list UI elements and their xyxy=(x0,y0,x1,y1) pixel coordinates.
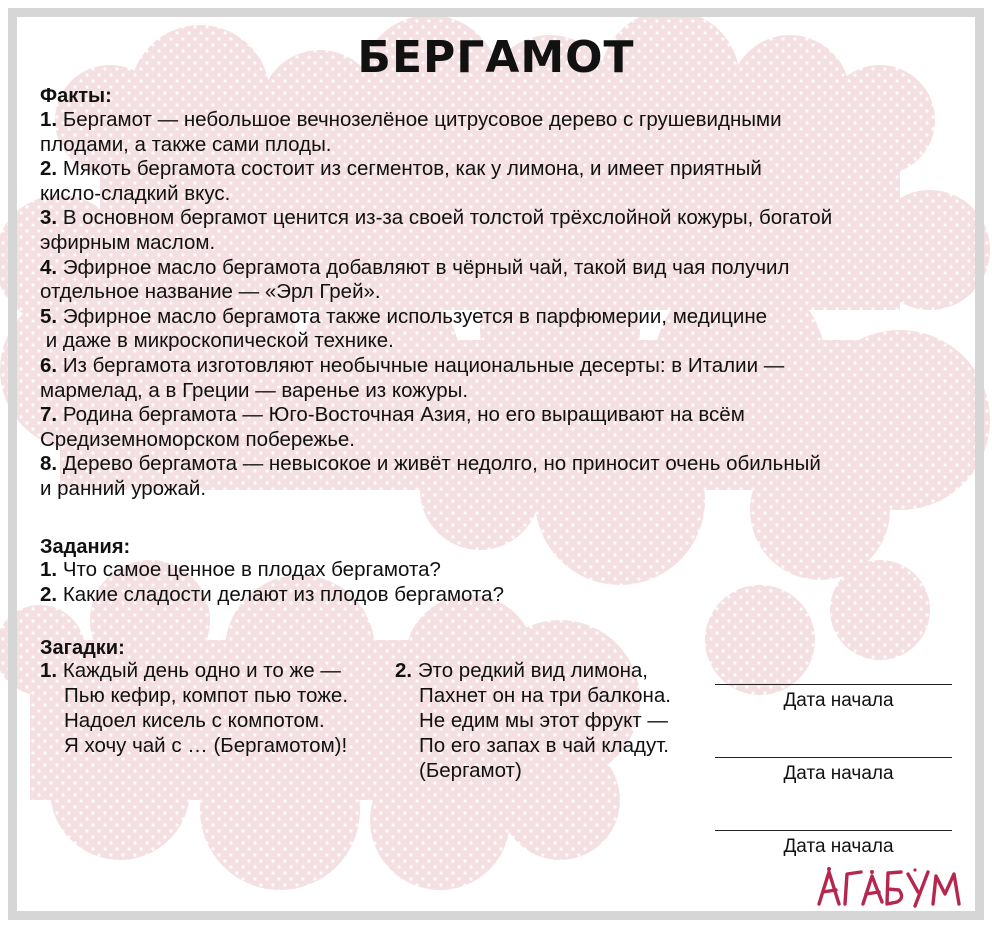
agabum-logo xyxy=(815,864,965,910)
riddle-2 xyxy=(395,658,671,783)
fact-item: 1. Бергамот — небольшое вечнозелёное цитрусовое дерево с грушевидными плодами, а также сами плоды. xyxy=(40,108,782,156)
date-underline xyxy=(715,684,952,685)
start-date-field-2[interactable] xyxy=(715,757,952,785)
start-date-field-1[interactable] xyxy=(715,684,952,712)
riddle-line: Я хочу чай с … (Бергамотом)! xyxy=(64,734,348,757)
riddle-line: Не едим мы этот фрукт — xyxy=(419,709,668,732)
facts-heading: Факты: xyxy=(40,85,112,107)
riddle-answer: (Бергамот) xyxy=(419,759,522,782)
riddle-number: 1. xyxy=(40,659,58,682)
date-label: Дата начала xyxy=(783,763,894,784)
riddle-line: Это редкий вид лимона, xyxy=(417,659,649,682)
tasks-list xyxy=(40,558,940,607)
fact-item: 6. Из бергамота изготовляют необычные национальные десерты: в Италии — мармелад, а в Греции — варенье из кожуры. xyxy=(40,353,785,402)
fact-item: 2. Мякоть бергамота состоит из сегментов, как у лимона, и имеет приятный кисло-сладкий вкус. xyxy=(40,157,762,205)
riddle-line: По его запах в чай кладут. xyxy=(419,734,670,757)
start-date-field-3[interactable] xyxy=(715,830,952,858)
riddles-heading: Загадки: xyxy=(40,637,125,659)
date-underline xyxy=(715,757,952,758)
fact-item: 7. Родина бергамота — Юго-Восточная Азия, но его выращивают на всём Средиземноморском побережье. xyxy=(40,403,745,451)
riddle-number: 2. xyxy=(395,659,413,682)
riddle-line: Каждый день одно и то же — xyxy=(62,659,341,682)
fact-item: 3. В основном бергамот ценится из-за своей толстой трёхслойной кожуры, богатой эфирным маслом. xyxy=(40,206,833,254)
fact-item: 5. Эфирное масло бергамота также используется в парфюмерии, медицине и даже в микроскопической технике. xyxy=(40,304,768,353)
fact-item: 8. Дерево бергамота — невысокое и живёт недолго, но приносит очень обильный и ранний урожай. xyxy=(40,452,821,500)
date-label: Дата начала xyxy=(783,836,894,857)
riddle-1 xyxy=(40,658,348,758)
riddle-line: Надоел кисель с компотом. xyxy=(64,709,325,732)
riddle-line: Пью кефир, компот пью тоже. xyxy=(64,684,349,707)
date-label: Дата начала xyxy=(783,690,894,711)
riddle-line: Пахнет он на три балкона. xyxy=(419,684,671,707)
date-underline xyxy=(715,830,952,831)
task-item: 1. Что самое ценное в плодах бергамота? xyxy=(40,558,441,581)
tasks-heading: Задания: xyxy=(40,536,131,558)
fact-item: 4. Эфирное масло бергамота добавляют в чёрный чай, такой вид чая получил отдельное название — «Эрл Грей». xyxy=(40,255,790,304)
task-item: 2. Какие сладости делают из плодов бергамота? xyxy=(40,582,504,606)
facts-list xyxy=(40,108,945,502)
page-title: БЕРГАМОТ xyxy=(357,32,635,83)
